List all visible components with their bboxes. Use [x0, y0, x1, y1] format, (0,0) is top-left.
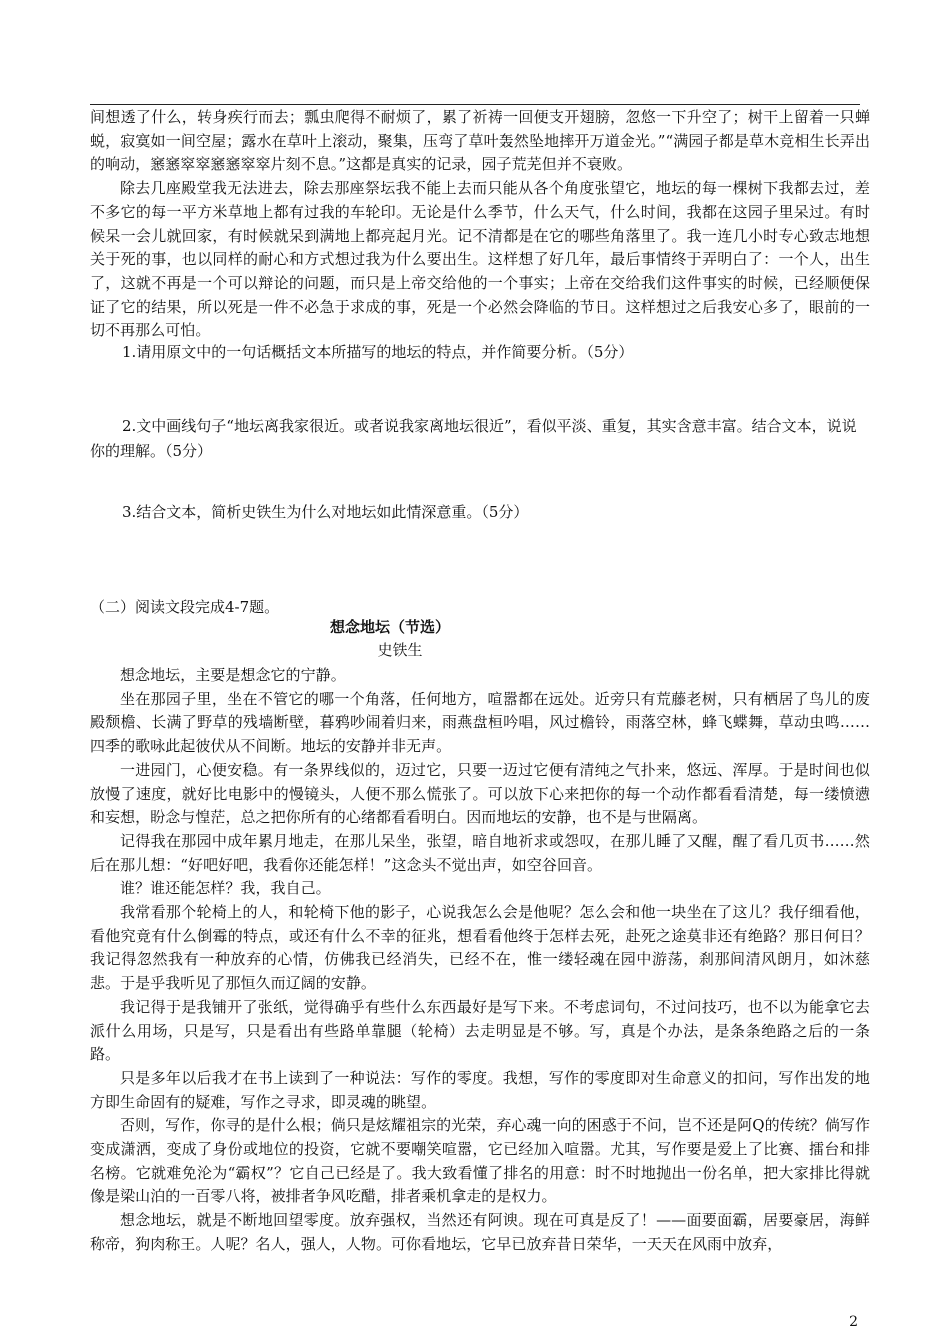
- passage-1-paragraph-1: 间想透了什么，转身疾行而去；瓢虫爬得不耐烦了，累了祈祷一回便支开翅膀，忽悠一下升空了；树干上留着一只蝉蜕，寂寞如一间空屋；露水在草叶上滚动，聚集，压弯了草叶轰然坠地摔开万道金光。”“满园子都是草木竞相生长弄出的响动，窸窸窣窣窸窸窣窣片刻不息。”这都是真实的记录，园子荒芜但并不衰败。: [90, 108, 870, 174]
- question-1: [90, 340, 870, 365]
- passage-1: [90, 106, 870, 343]
- passage-1-paragraph-2: 除去几座殿堂我无法进去，除去那座祭坛我不能上去而只能从各个角度张望它，地坛的每一棵树下我都去过，差不多它的每一平方米草地上都有过我的车轮印。无论是什么季节，什么天气，什么时间，我都在这园子里呆过。有时候呆一会儿就回家，有时候就呆到满地上都亮起月光。记不清都是在它的哪些角落里了。我一连几小时专心致志地想关于死的事，也以同样的耐心和方式想过我为什么要出生。这样想了好几年，最后事情终于弄明白了：一个人，出生了，这就不再是一个可以辩论的问题，而只是上帝交给他的一个事实；上帝在交给我们这件事实的时候，已经顺便保证了它的结果，所以死是一件不必急于求成的事，死是一个必然会降临的节日。这样想过之后我安心多了，眼前的一切不再那么可怕。: [90, 179, 870, 340]
- question-2: [90, 414, 870, 464]
- question-3: [90, 500, 870, 525]
- section-2-heading: （二）阅读文段完成4-7题。: [90, 598, 280, 616]
- question-1-text: 1.请用原文中的一句话概括文本所描写的地坛的特点，并作简要分析。（5分）: [122, 343, 634, 361]
- passage-2-paragraph: 否则，写作，你寻的是什么根；倘只是炫耀祖宗的光荣，弃心魂一向的困惑于不问，岂不还是阿Q的传统？倘写作变成潇洒，变成了身份或地位的投资，它就不要嘲笑喧嚣，它已经加入喧嚣。尤其，写作要是爱上了比赛、擂台和排名榜。它就难免沦为“霸权”？它自己已经是了。我大致看懂了排名的用意：时不时地抛出一份名单，把大家排比得就像是梁山泊的一百零八将，被排者争风吃醋，排者乘机拿走的是权力。: [90, 1116, 870, 1206]
- question-3-text: 3.结合文本，简析史铁生为什么对地坛如此情深意重。（5分）: [122, 503, 529, 521]
- article-author: 史铁生: [377, 641, 423, 659]
- passage-2-paragraph: 想念地坛，就是不断地回望零度。放弃强权，当然还有阿谀。现在可真是反了！——面要面霸，居要豪居，海鲜称帝，狗肉称王。人呢？名人，强人，人物。可你看地坛，它早已放弃昔日荣华，一天天在风雨中放弃，: [90, 1211, 870, 1253]
- passage-2: [90, 664, 870, 1257]
- question-2-text: 2.文中画线句子“地坛离我家很近。或者说我家离地坛很近”，看似平淡、重复，其实含意丰富。结合文本，说说你的理解。（5分）: [90, 417, 857, 460]
- passage-2-paragraph: 一进园门，心便安稳。有一条界线似的，迈过它，只要一迈过它便有清纯之气扑来，悠远、浑厚。于是时间也似放慢了速度，就好比电影中的慢镜头，人便不那么慌张了。可以放下心来把你的每一个动作都看看清楚，每一缕愤懑和妄想，盼念与惶茫，总之把你所有的心绪都看看明白。因而地坛的安静，也不是与世隔离。: [90, 760, 870, 827]
- passage-2-paragraph: 记得我在那园中成年累月地走，在那儿呆坐，张望，暗自地祈求或怨叹，在那儿睡了又醒，醒了看几页书……然后在那儿想：“好吧好吧，我看你还能怎样！”这念头不觉出声，如空谷回音。: [90, 831, 870, 874]
- passage-2-paragraph: 我常看那个轮椅上的人，和轮椅下他的影子，心说我怎么会是他呢？怎么会和他一块坐在了这儿？我仔细看他，看他究竟有什么倒霉的特点，或还有什么不幸的征兆，想看看他终于怎样去死，赴死之途莫非还有绝路？那日何日？我记得忽然我有一种放弃的心情，仿佛我已经消失，已经不在，惟一缕轻魂在园中游荡，刹那间清风朗月，如沐慈悲。于是乎我听见了那恒久而辽阔的安静。: [90, 903, 870, 993]
- article-title: 想念地坛（节选）: [329, 618, 450, 636]
- header-rule: [90, 104, 860, 105]
- passage-2-paragraph: 坐在那园子里，坐在不管它的哪一个角落，任何地方，喧嚣都在远处。近旁只有荒藤老树，只有栖居了鸟儿的废殿颓檐、长满了野草的残墙断壁，暮鸦吵闹着归来，雨燕盘桓吟唱，风过檐铃，雨落空林，蜂飞蝶舞，草动虫鸣……四季的歌咏此起彼伏从不间断。地坛的安静并非无声。: [90, 689, 870, 756]
- passage-2-paragraph: 我记得于是我铺开了张纸，觉得确乎有些什么东西最好是写下来。不考虑词句，不过问技巧，也不以为能拿它去派什么用场，只是写，只是看出有些路单靠腿（轮椅）去走明显是不够。写，真是个办法，是条条绝路之后的一条路。: [90, 997, 870, 1064]
- passage-2-paragraph: 想念地坛，主要是想念它的宁静。: [120, 666, 346, 684]
- passage-2-paragraph: 谁？谁还能怎样？我，我自己。: [120, 879, 331, 898]
- page-number: 2: [849, 1314, 858, 1330]
- passage-2-paragraph: 只是多年以后我才在书上读到了一种说法：写作的零度。我想，写作的零度即对生命意义的扣问，写作出发的地方即生命固有的疑难，写作之寻求，即灵魂的眺望。: [90, 1068, 870, 1111]
